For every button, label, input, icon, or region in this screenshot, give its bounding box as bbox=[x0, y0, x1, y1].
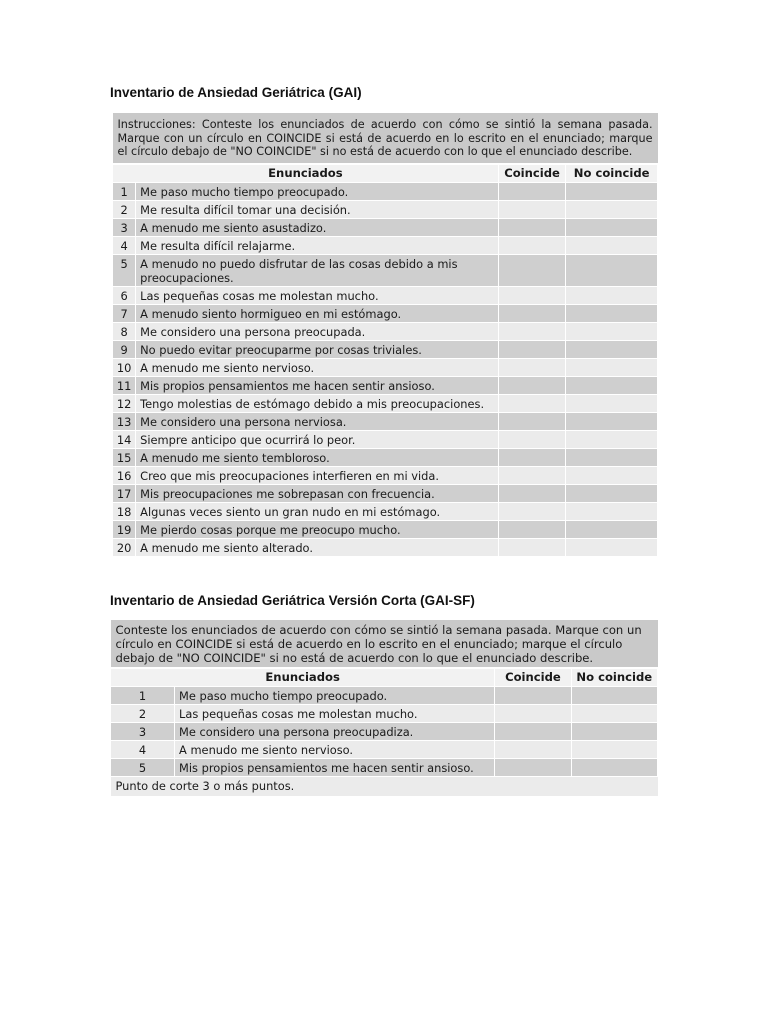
coincide-answer-cell[interactable] bbox=[498, 520, 565, 538]
gaisf-title: Inventario de Ansiedad Geriátrica Versión Corta (GAI-SF) bbox=[110, 593, 475, 608]
coincide-answer-cell[interactable] bbox=[498, 448, 565, 466]
item-statement: Me paso mucho tiempo preocupado. bbox=[136, 182, 499, 200]
item-number: 3 bbox=[111, 723, 175, 741]
no-coincide-answer-cell[interactable] bbox=[571, 705, 657, 723]
gaisf-instructions: Conteste los enunciados de acuerdo con cómo se sintió la semana pasada. Marque con un círculo en COINCIDE si está de acuerdo en lo escrito en el enunciado; marque el círculo debajo de "NO COINCIDE" si no está de acuerdo con lo que el enunciado describe. bbox=[111, 620, 658, 668]
gaisf-header-row bbox=[111, 668, 658, 687]
item-statement: Me paso mucho tiempo preocupado. bbox=[175, 687, 495, 705]
no-coincide-answer-cell[interactable] bbox=[571, 687, 657, 705]
gai-instructions-row bbox=[113, 113, 658, 164]
no-coincide-answer-cell[interactable] bbox=[566, 394, 658, 412]
item-statement: Me resulta difícil tomar una decisión. bbox=[136, 200, 499, 218]
no-coincide-answer-cell[interactable] bbox=[566, 200, 658, 218]
no-coincide-answer-cell[interactable] bbox=[566, 430, 658, 448]
table-row bbox=[113, 448, 658, 466]
table-row bbox=[113, 254, 658, 286]
item-statement: A menudo me siento tembloroso. bbox=[136, 448, 499, 466]
coincide-answer-cell[interactable] bbox=[498, 304, 565, 322]
item-statement: Mis propios pensamientos me hacen sentir ansioso. bbox=[175, 759, 495, 777]
table-row bbox=[113, 340, 658, 358]
item-number: 20 bbox=[113, 538, 136, 556]
item-number: 1 bbox=[111, 687, 175, 705]
table-row bbox=[113, 376, 658, 394]
table-row bbox=[113, 236, 658, 254]
table-row bbox=[113, 502, 658, 520]
table-row bbox=[113, 200, 658, 218]
gai-instructions: Instrucciones: Conteste los enunciados de acuerdo con cómo se sintió la semana pasada. Marque con un círculo en COINCIDE si está de acuerdo en lo escrito en el enunciado; marque el círculo debajo de "NO COINCIDE" si no está de acuerdo con lo que el enunciado describe. bbox=[113, 113, 658, 164]
gaisf-header-disagree: No coincide bbox=[571, 668, 657, 687]
gaisf-instructions-row bbox=[111, 620, 658, 668]
no-coincide-answer-cell[interactable] bbox=[566, 502, 658, 520]
item-statement: A menudo me siento alterado. bbox=[136, 538, 499, 556]
item-number: 14 bbox=[113, 430, 136, 448]
coincide-answer-cell[interactable] bbox=[495, 759, 571, 777]
coincide-answer-cell[interactable] bbox=[498, 254, 565, 286]
gaisf-table bbox=[110, 620, 658, 796]
item-statement: Las pequeñas cosas me molestan mucho. bbox=[136, 286, 499, 304]
item-number: 11 bbox=[113, 376, 136, 394]
table-row bbox=[113, 430, 658, 448]
item-statement: A menudo siento hormigueo en mi estómago. bbox=[136, 304, 499, 322]
coincide-answer-cell[interactable] bbox=[498, 236, 565, 254]
no-coincide-answer-cell[interactable] bbox=[566, 254, 658, 286]
item-statement: A menudo no puedo disfrutar de las cosas debido a mis preocupaciones. bbox=[136, 254, 499, 286]
table-row bbox=[113, 412, 658, 430]
item-number: 5 bbox=[111, 759, 175, 777]
table-row bbox=[113, 538, 658, 556]
gai-header-agree: Coincide bbox=[498, 164, 565, 183]
no-coincide-answer-cell[interactable] bbox=[566, 304, 658, 322]
gai-header-statement: Enunciados bbox=[113, 164, 499, 183]
item-number: 4 bbox=[113, 236, 136, 254]
table-row bbox=[111, 687, 658, 705]
no-coincide-answer-cell[interactable] bbox=[566, 218, 658, 236]
coincide-answer-cell[interactable] bbox=[498, 286, 565, 304]
coincide-answer-cell[interactable] bbox=[495, 741, 571, 759]
item-statement: A menudo me siento nervioso. bbox=[136, 358, 499, 376]
item-number: 12 bbox=[113, 394, 136, 412]
item-number: 18 bbox=[113, 502, 136, 520]
item-number: 9 bbox=[113, 340, 136, 358]
coincide-answer-cell[interactable] bbox=[498, 484, 565, 502]
item-statement: Me pierdo cosas porque me preocupo mucho. bbox=[136, 520, 499, 538]
table-row bbox=[113, 286, 658, 304]
coincide-answer-cell[interactable] bbox=[498, 412, 565, 430]
coincide-answer-cell[interactable] bbox=[498, 218, 565, 236]
item-number: 2 bbox=[113, 200, 136, 218]
table-row bbox=[113, 304, 658, 322]
no-coincide-answer-cell[interactable] bbox=[571, 741, 657, 759]
item-number: 6 bbox=[113, 286, 136, 304]
gai-header-disagree: No coincide bbox=[566, 164, 658, 183]
coincide-answer-cell[interactable] bbox=[498, 322, 565, 340]
coincide-answer-cell[interactable] bbox=[498, 358, 565, 376]
no-coincide-answer-cell[interactable] bbox=[566, 236, 658, 254]
table-row bbox=[113, 484, 658, 502]
no-coincide-answer-cell[interactable] bbox=[566, 376, 658, 394]
no-coincide-answer-cell[interactable] bbox=[566, 466, 658, 484]
table-row bbox=[113, 218, 658, 236]
item-number: 16 bbox=[113, 466, 136, 484]
item-statement: Me resulta difícil relajarme. bbox=[136, 236, 499, 254]
item-statement: Siempre anticipo que ocurrirá lo peor. bbox=[136, 430, 499, 448]
item-number: 15 bbox=[113, 448, 136, 466]
coincide-answer-cell[interactable] bbox=[498, 466, 565, 484]
item-statement: A menudo me siento asustadizo. bbox=[136, 218, 499, 236]
item-number: 19 bbox=[113, 520, 136, 538]
table-row bbox=[113, 520, 658, 538]
item-statement: Tengo molestias de estómago debido a mis preocupaciones. bbox=[136, 394, 499, 412]
coincide-answer-cell[interactable] bbox=[498, 182, 565, 200]
gaisf-header-agree: Coincide bbox=[495, 668, 571, 687]
no-coincide-answer-cell[interactable] bbox=[566, 520, 658, 538]
item-number: 2 bbox=[111, 705, 175, 723]
coincide-answer-cell[interactable] bbox=[498, 394, 565, 412]
item-statement: Mis preocupaciones me sobrepasan con frecuencia. bbox=[136, 484, 499, 502]
item-statement: Algunas veces siento un gran nudo en mi estómago. bbox=[136, 502, 499, 520]
item-statement: Me considero una persona preocupadiza. bbox=[175, 723, 495, 741]
item-number: 8 bbox=[113, 322, 136, 340]
table-row bbox=[113, 322, 658, 340]
table-row bbox=[111, 723, 658, 741]
table-row bbox=[111, 759, 658, 777]
coincide-answer-cell[interactable] bbox=[498, 340, 565, 358]
coincide-answer-cell[interactable] bbox=[498, 538, 565, 556]
table-row bbox=[111, 741, 658, 759]
gai-title: Inventario de Ansiedad Geriátrica (GAI) bbox=[110, 85, 362, 100]
coincide-answer-cell[interactable] bbox=[498, 200, 565, 218]
coincide-answer-cell[interactable] bbox=[498, 502, 565, 520]
coincide-answer-cell[interactable] bbox=[495, 723, 571, 741]
table-row bbox=[113, 182, 658, 200]
item-number: 7 bbox=[113, 304, 136, 322]
item-number: 17 bbox=[113, 484, 136, 502]
coincide-answer-cell[interactable] bbox=[498, 430, 565, 448]
item-number: 3 bbox=[113, 218, 136, 236]
item-number: 4 bbox=[111, 741, 175, 759]
no-coincide-answer-cell[interactable] bbox=[566, 538, 658, 556]
item-statement: Mis propios pensamientos me hacen sentir ansioso. bbox=[136, 376, 499, 394]
coincide-answer-cell[interactable] bbox=[498, 376, 565, 394]
item-statement: Las pequeñas cosas me molestan mucho. bbox=[175, 705, 495, 723]
gaisf-footer-row bbox=[111, 777, 658, 797]
no-coincide-answer-cell[interactable] bbox=[571, 723, 657, 741]
item-statement: Me considero una persona nerviosa. bbox=[136, 412, 499, 430]
item-number: 10 bbox=[113, 358, 136, 376]
no-coincide-answer-cell[interactable] bbox=[566, 182, 658, 200]
coincide-answer-cell[interactable] bbox=[495, 687, 571, 705]
gai-table bbox=[112, 113, 658, 557]
no-coincide-answer-cell[interactable] bbox=[566, 358, 658, 376]
table-row bbox=[111, 705, 658, 723]
no-coincide-answer-cell[interactable] bbox=[571, 759, 657, 777]
no-coincide-answer-cell[interactable] bbox=[566, 412, 658, 430]
item-statement: Creo que mis preocupaciones interfieren en mi vida. bbox=[136, 466, 499, 484]
item-number: 5 bbox=[113, 254, 136, 286]
no-coincide-answer-cell[interactable] bbox=[566, 484, 658, 502]
table-row bbox=[113, 358, 658, 376]
coincide-answer-cell[interactable] bbox=[495, 705, 571, 723]
no-coincide-answer-cell[interactable] bbox=[566, 322, 658, 340]
item-number: 13 bbox=[113, 412, 136, 430]
table-row bbox=[113, 394, 658, 412]
gaisf-header-statement: Enunciados bbox=[111, 668, 495, 687]
no-coincide-answer-cell[interactable] bbox=[566, 448, 658, 466]
item-statement: No puedo evitar preocuparme por cosas triviales. bbox=[136, 340, 499, 358]
table-row bbox=[113, 466, 658, 484]
no-coincide-answer-cell[interactable] bbox=[566, 286, 658, 304]
no-coincide-answer-cell[interactable] bbox=[566, 340, 658, 358]
gaisf-cutoff-note: Punto de corte 3 o más puntos. bbox=[111, 777, 658, 797]
item-statement: A menudo me siento nervioso. bbox=[175, 741, 495, 759]
item-statement: Me considero una persona preocupada. bbox=[136, 322, 499, 340]
gai-header-row bbox=[113, 164, 658, 183]
item-number: 1 bbox=[113, 182, 136, 200]
